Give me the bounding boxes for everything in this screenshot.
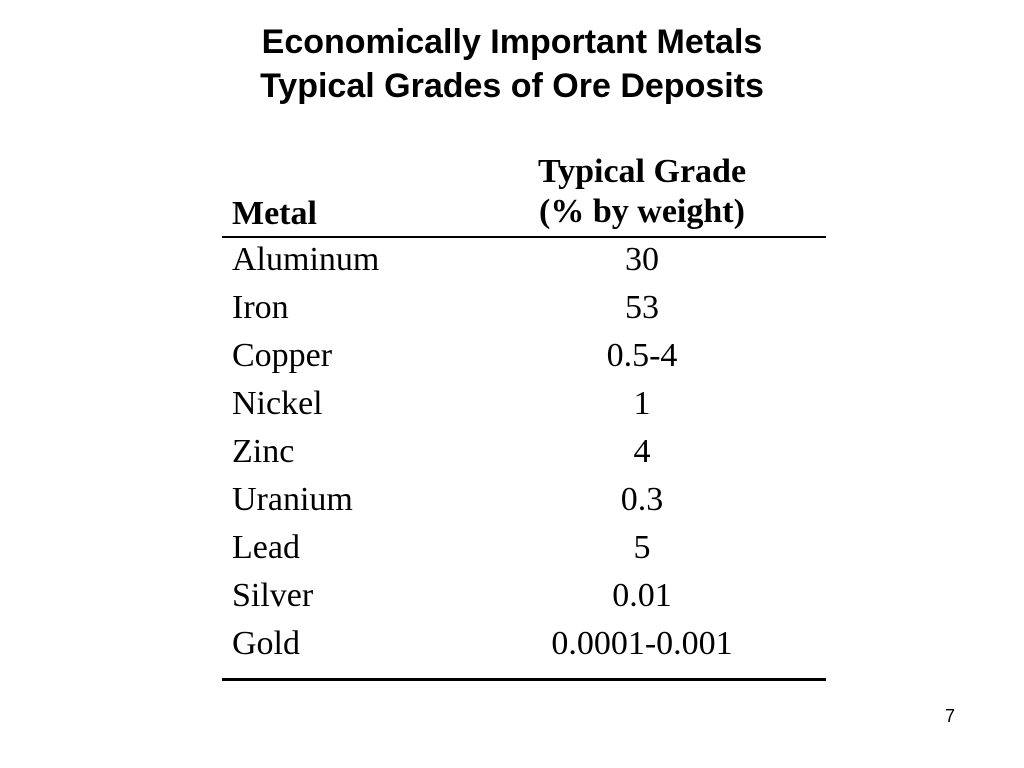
table-row xyxy=(222,622,826,670)
metal-cell: Aluminum xyxy=(232,241,380,278)
table-row xyxy=(222,430,826,478)
metal-cell: Iron xyxy=(232,289,289,326)
grade-cell: 0.01 xyxy=(612,577,672,614)
table-row xyxy=(222,334,826,382)
grade-cell: 1 xyxy=(633,385,651,422)
column-header-grade xyxy=(482,152,802,232)
column-header-metal: Metal xyxy=(232,195,317,232)
slide-title-line-2: Typical Grades of Ore Deposits xyxy=(260,67,764,105)
metal-cell: Lead xyxy=(232,529,300,566)
metal-cell: Nickel xyxy=(232,385,323,422)
metal-cell: Copper xyxy=(232,337,333,374)
table-row xyxy=(222,382,826,430)
slide-title xyxy=(0,20,1024,108)
table-header-row xyxy=(222,152,826,238)
grade-cell: 0.0001-0.001 xyxy=(551,625,733,662)
metal-cell: Uranium xyxy=(232,481,353,518)
page-number: 7 xyxy=(944,706,955,726)
table-row xyxy=(222,574,826,622)
column-header-grade-line-1: Typical Grade xyxy=(537,153,747,190)
table-row xyxy=(222,478,826,526)
grade-cell: 30 xyxy=(625,241,659,278)
grade-cell: 4 xyxy=(633,433,651,470)
ore-grade-table xyxy=(222,152,826,681)
grade-cell: 0.5-4 xyxy=(606,337,678,374)
slide-title-line-1: Economically Important Metals xyxy=(261,23,763,61)
grade-cell: 0.3 xyxy=(620,481,664,518)
table-body xyxy=(222,238,826,681)
table-row xyxy=(222,238,826,286)
grade-cell: 53 xyxy=(625,289,659,326)
metal-cell: Zinc xyxy=(232,433,295,470)
table-row xyxy=(222,286,826,334)
metal-cell: Gold xyxy=(232,625,300,662)
grade-cell: 5 xyxy=(633,529,651,566)
column-header-grade-line-2: (% by weight) xyxy=(539,193,745,230)
metal-cell: Silver xyxy=(232,577,314,614)
table-row xyxy=(222,526,826,574)
